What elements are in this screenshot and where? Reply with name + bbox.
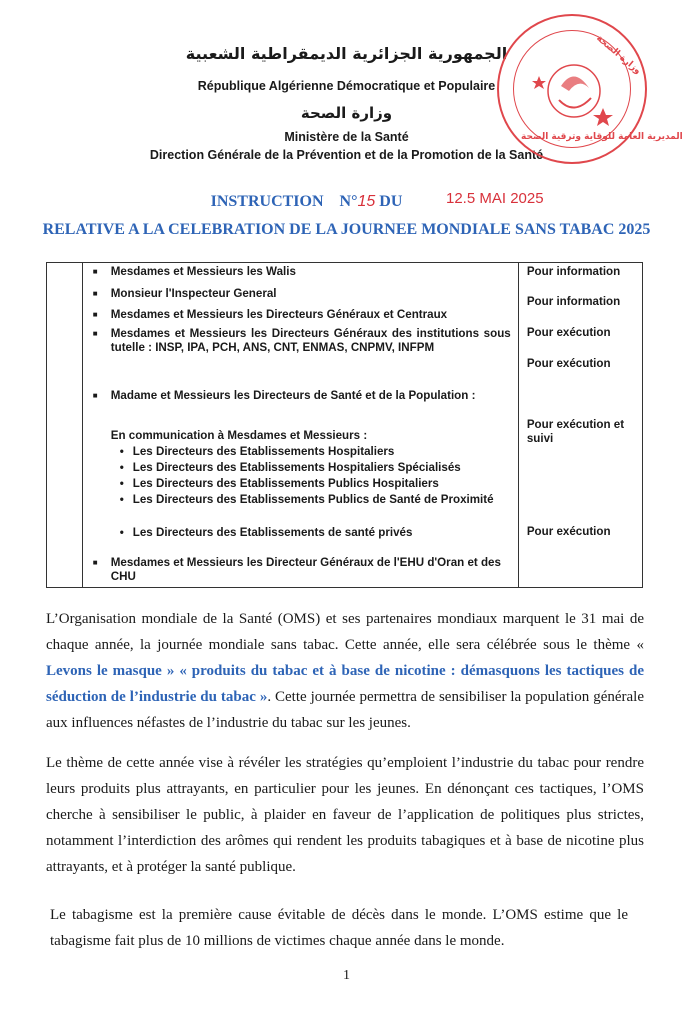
arabic-republic-heading: الجمهورية الجزائرية الديمقراطية الشعبية	[185, 44, 508, 63]
action-label: Pour information	[526, 295, 621, 308]
sub-recipient-item: • Les Directeurs des Etablissements Publics de Santé de Proximité	[119, 493, 494, 506]
arabic-ministry-heading: وزارة الصحة	[300, 104, 393, 122]
communication-heading: En communication à Mesdames et Messieurs :	[110, 429, 368, 442]
paragraph-theme: Le thème de cette année vise à révéler les stratégies qu’emploient l’industrie du tabac pour rendre leurs produits plus attrayants, en particulier pour les jeunes. En dénonçant ces tactiques, l’OMS cherche à sensibiliser le public, à plaider en faveur de l’application de politiques plus strictes, notamment l’interdiction des arômes qui rendent les produits tabagiques et à base de nicotine plus attrayants, et à protéger la santé publique.	[46, 755, 644, 875]
sub-recipient-item: • Les Directeurs des Etablissements de santé privés	[119, 526, 413, 539]
recipient-item: ■ Madame et Messieurs les Directeurs de Santé et de la Population :	[92, 389, 476, 402]
republic-heading: République Algérienne Démocratique et Populaire	[197, 79, 496, 93]
instruction-date-stamp: 12.5 MAI 2025	[446, 190, 544, 207]
recipient-item: ■ Monsieur l'Inspecteur General	[92, 287, 277, 300]
instruction-number-prefix: N°	[339, 193, 358, 210]
recipient-item: ■ Mesdames et Messieurs les Walis	[92, 265, 296, 278]
stamp-text-bottom: المديرية العامة للوقاية وترقية الصحة	[521, 132, 683, 142]
recipient-item: ■ Mesdames et Messieurs les Directeur Généraux de l'EHU d'Oran et des CHU	[92, 556, 501, 583]
page-number: 1	[343, 968, 350, 983]
distribution-table	[46, 262, 643, 588]
paragraph-tabagisme: Le tabagisme est la première cause évitable de décès dans le monde. L’OMS estime que le tabagisme fait plus de 10 millions de victimes chaque année dans le monde.	[50, 907, 628, 949]
actions-column	[518, 263, 642, 588]
paragraph-intro: L’Organisation mondiale de la Santé (OMS) et ses partenaires mondiaux marquent le 31 mai de chaque année, la journée mondiale sans tabac. Cette année, elle sera célébrée sous le thème « Levons le masque » « produits du tabac et à base de nicotine : démasquons les tactiques de séduction de l’industrie du tabac ». Cette journée permettra de sensibiliser la population générale aux influences néfastes de l’industrie du tabac sur les jeunes.	[46, 611, 645, 731]
table-empty-column	[47, 263, 83, 588]
recipient-item: ■ Mesdames et Messieurs les Directeurs Généraux et Centraux	[92, 308, 448, 321]
direction-heading: Direction Générale de la Prévention et de la Promotion de la Santé	[149, 148, 544, 162]
sub-recipient-item: • Les Directeurs des Etablissements Hospitaliers	[119, 445, 395, 458]
sub-recipient-item: • Les Directeurs des Etablissements Publics Hospitaliers	[119, 477, 439, 490]
instruction-du: DU	[379, 193, 403, 210]
instruction-label: INSTRUCTION	[210, 193, 324, 210]
action-label: Pour exécution et suivi	[526, 418, 625, 445]
sub-recipient-item: • Les Directeurs des Etablissements Hospitaliers Spécialisés	[119, 461, 461, 474]
official-stamp	[497, 14, 683, 164]
action-label: Pour exécution	[526, 357, 611, 370]
ministry-heading: Ministère de la Santé	[284, 130, 409, 144]
stamp-text-top: وزارة الصحة	[594, 33, 643, 77]
theme-highlight: Levons le masque » « produits du tabac et à base de nicotine : démasquons les tactiques de séduction de l’industrie du tabac »	[46, 663, 644, 705]
action-label: Pour exécution	[526, 525, 611, 538]
recipients-column	[82, 263, 518, 588]
action-label: Pour information	[526, 265, 621, 278]
instruction-number: 15	[357, 193, 376, 210]
instruction-subject: RELATIVE A LA CELEBRATION DE LA JOURNEE MONDIALE SANS TABAC 2025	[42, 221, 651, 238]
action-label: Pour exécution	[526, 326, 611, 339]
recipient-item: ■ Mesdames et Messieurs les Directeurs Généraux des institutions sous tutelle : INSP, IPA, PCH, ANS, CNT, ENMAS, CNPMV, INFPM	[92, 327, 511, 354]
instruction-title	[0, 193, 693, 211]
